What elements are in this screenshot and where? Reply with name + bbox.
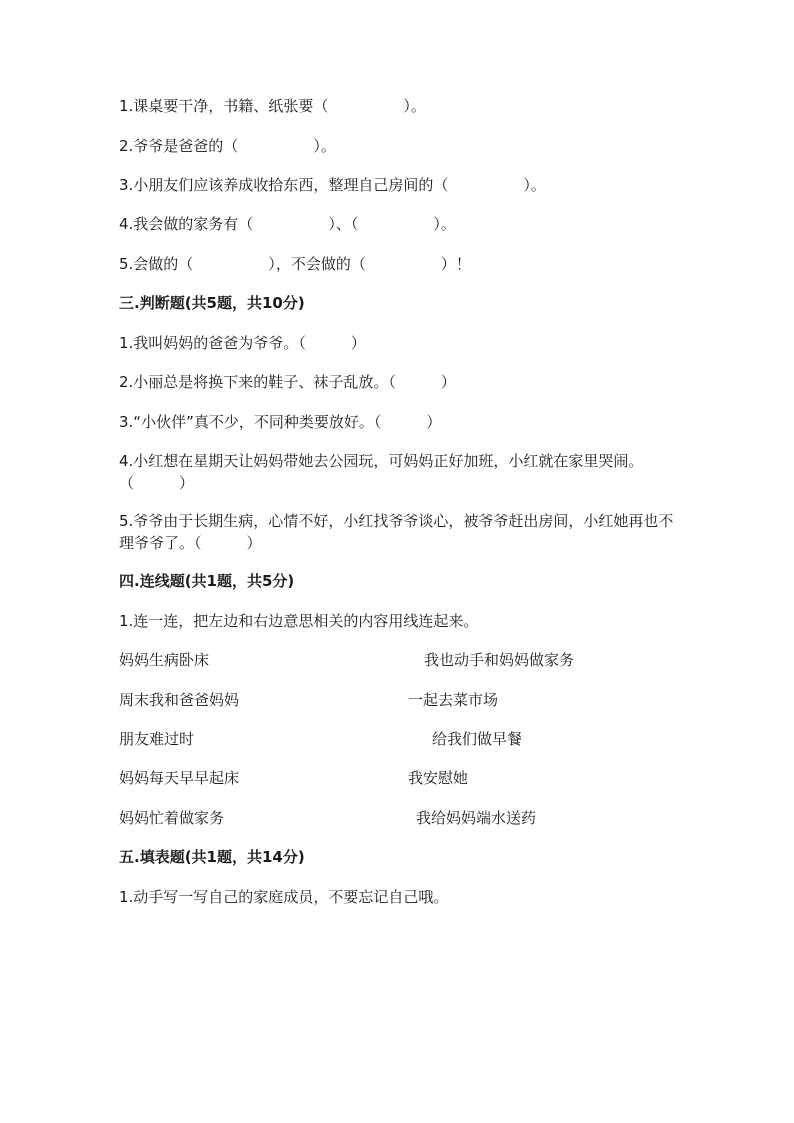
match-right-3: 给我们做早餐 (432, 730, 523, 748)
match-left-3: 朋友难过时 (119, 730, 195, 748)
match-right-1: 我也动手和妈妈做家务 (424, 651, 575, 669)
judge-item-4: 4.小红想在星期天让妈妈带她去公园玩，可妈妈正好加班，小红就在家里哭闹。（ ） (119, 452, 644, 492)
match-right-4: 我安慰她 (408, 769, 469, 787)
match-left-1: 妈妈生病卧床 (119, 651, 210, 669)
match-right-2: 一起去菜市场 (408, 691, 499, 709)
judge-item-3: 3.“小伙伴”真不少，不同种类要放好。（ ） (119, 413, 442, 431)
judge-item-2: 2.小丽总是将换下来的鞋子、袜子乱放。（ ） (119, 373, 456, 391)
section-3-heading: 三.判断题(共5题，共10分) (119, 294, 305, 312)
fill-blank-item-5: 5.会做的（ ），不会做的（ ）！ (119, 255, 471, 273)
fill-blank-item-2: 2.爷爷是爸爸的（ ）。 (119, 137, 336, 155)
fill-blank-item-3: 3.小朋友们应该养成收拾东西，整理自己房间的（ ）。 (119, 176, 546, 194)
section-4-heading: 四.连线题(共1题，共5分) (119, 572, 295, 590)
matching-question: 1.连一连，把左边和右边意思相关的内容用线连起来。 (119, 612, 479, 630)
table-question: 1.动手写一写自己的家庭成员，不要忘记自己哦。 (119, 888, 449, 906)
judge-item-5: 5.爷爷由于长期生病，心情不好，小红找爷爷谈心，被爷爷赶出房间，小红她再也不理爷爷了。（ ） (119, 512, 674, 552)
match-left-2: 周末我和爸爸妈妈 (119, 691, 240, 709)
match-left-5: 妈妈忙着做家务 (119, 809, 225, 827)
match-left-4: 妈妈每天早早起床 (119, 769, 240, 787)
judge-item-1: 1.我叫妈妈的爸爸为爷爷。（ ） (119, 334, 366, 352)
fill-blank-item-4: 4.我会做的家务有（ ）、（ ）。 (119, 215, 456, 233)
match-right-5: 我给妈妈端水送药 (416, 809, 537, 827)
section-5-heading: 五.填表题(共1题，共14分) (119, 848, 305, 866)
fill-blank-item-1: 1.课桌要干净，书籍、纸张要（ ）。 (119, 97, 426, 115)
